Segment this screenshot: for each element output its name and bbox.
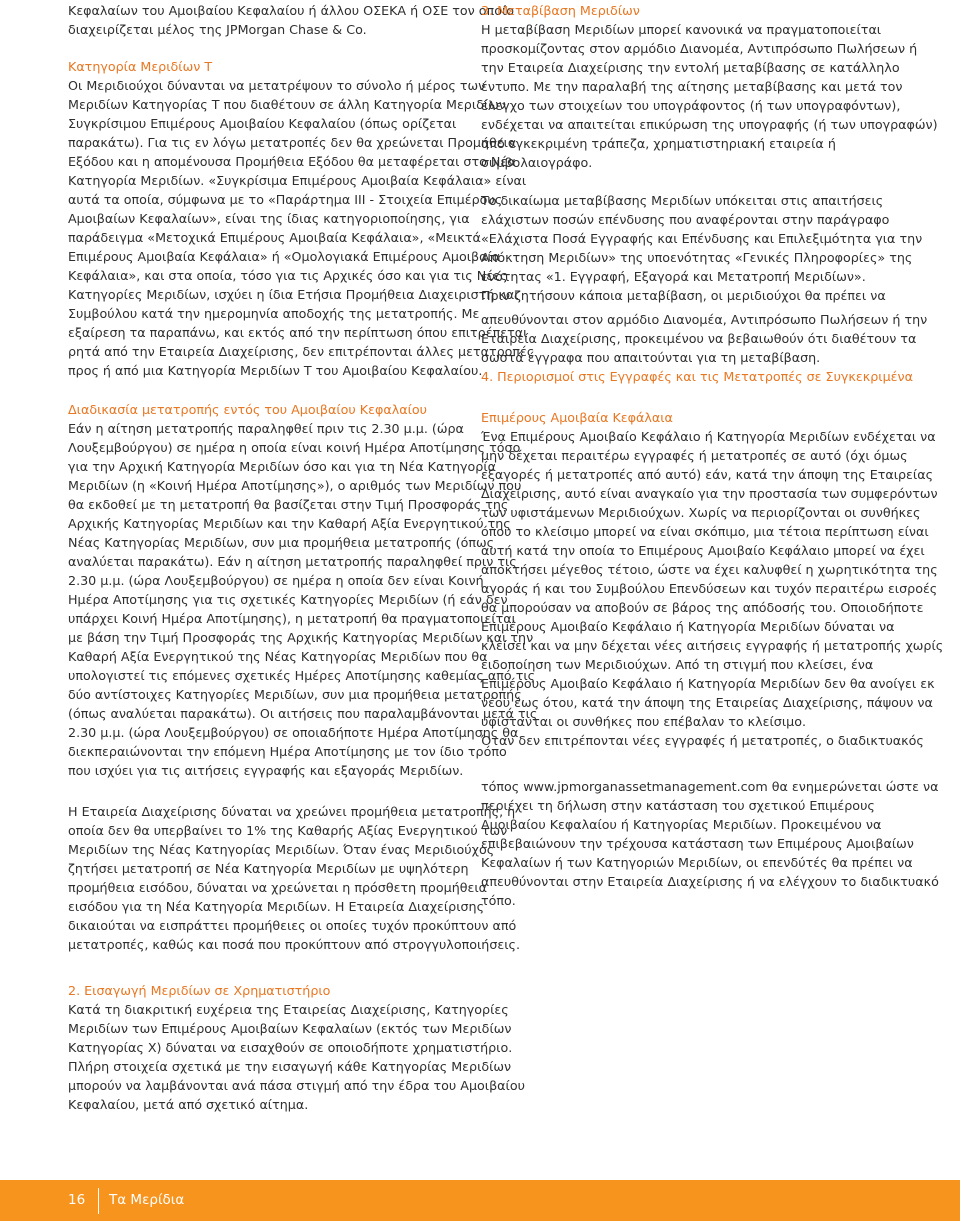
text-line: εισόδου για τη Νέα Κατηγορία Μεριδίων. Η Εταιρεία Διαχείρισης [68, 899, 485, 914]
section-title: Τα Μερίδια [109, 1192, 185, 1208]
text-line: Ένα Επιμέρους Αμοιβαίο Κεφάλαιο ή Κατηγορία Μεριδίων ενδέχεται να [481, 429, 936, 444]
text-line: μπορούν να λαμβάνονται ανά πάσα στιγμή από την έδρα του Αμοιβαίου [68, 1078, 525, 1093]
text-line: Η μεταβίβαση Μεριδίων μπορεί κανονικά να πραγματοποιείται [481, 22, 882, 37]
section-heading: 2. Εισαγωγή Μεριδίων σε Χρηματιστήριο [68, 983, 331, 998]
text-line: δικαιούται να εισπράττει προμήθειες οι οποίες τυχόν προκύπτουν από [68, 918, 517, 933]
text-line: σωστά έγγραφα που απαιτούνται για τη μεταβίβαση. [481, 350, 821, 365]
text-line: Εάν η αίτηση μετατροπής παραληφθεί πριν τις 2.30 μ.μ. (ώρα [68, 421, 464, 436]
text-line: αυτή κατά την οποία το Επιμέρους Αμοιβαίο Κεφάλαιο μπορεί να έχει [481, 543, 925, 558]
text-line: Νέας Κατηγορίας Μεριδίων, συν μια προμήθεια μετατροπής (όπως [68, 535, 495, 550]
text-line: οποία δεν θα υπερβαίνει το 1% της Καθαρής Αξίας Ενεργητικού των [68, 823, 508, 838]
text-line: που ισχύει για τις αιτήσεις εγγραφής και εξαγοράς Μεριδίων. [68, 763, 464, 778]
text-line: Πλήρη στοιχεία σχετικά με την εισαγωγή κάθε Κατηγορίας Μεριδίων [68, 1059, 512, 1074]
footer-divider [98, 1188, 99, 1214]
text-line: παράδειγμα «Μετοχικά Επιμέρους Αμοιβαία Κεφάλαια», «Μεικτά [68, 230, 481, 245]
text-line: ζητήσει μετατροπή σε Νέα Κατηγορία Μεριδίων με υψηλότερη [68, 861, 469, 876]
text-line: έντυπο. Με την παραλαβή της αίτησης μεταβίβασης και μετά τον [481, 79, 903, 94]
text-line: Πριν ζητήσουν κάποια μεταβίβαση, οι μεριδιούχοι θα πρέπει να [481, 288, 886, 303]
text-line: συμβολαιογράφο. [481, 155, 593, 170]
text-line: Εταιρεία Διαχείρισης, προκειμένου να βεβαιωθούν ότι διαθέτουν τα [481, 331, 917, 346]
text-line: των υφιστάμενων Μεριδιούχων. Χωρίς να περιορίζονται οι συνθήκες [481, 505, 921, 520]
section-heading: Κατηγορία Μεριδίων T [68, 59, 213, 74]
text-line: Κεφαλαίου, μετά από σχετικό αίτημα. [68, 1097, 309, 1112]
text-line: Διαχείρισης, αυτό είναι αναγκαίο για την προστασία των συμφερόντων [481, 486, 938, 501]
text-line: Μεριδίων Κατηγορίας T που διαθέτουν σε άλλη Κατηγορία Μεριδίων [68, 97, 506, 112]
text-line: Εξόδου και η απομένουσα Προμήθεια Εξόδου θα μεταφέρεται στο Νέα [68, 154, 516, 169]
text-line: Επιμέρους Αμοιβαία Κεφάλαια» ή «Ομολογιακά Επιμέρους Αμοιβαία [68, 249, 501, 264]
text-line: ειδοποίηση των Μεριδιούχων. Από τη στιγμή που κλείσει, ένα [481, 657, 874, 672]
text-line: τόπο. [481, 893, 516, 908]
text-line: Κατηγορίες Μεριδίων, ισχύει η ίδια Ετήσια Προμήθεια Διαχειριστή και [68, 287, 519, 302]
text-line: Ημέρα Αποτίμησης για τις σχετικές Κατηγορίες Μεριδίων (ή εάν δεν [68, 592, 508, 607]
text-line: Αμοιβαίων Κεφαλαίων», είναι της ίδιας κατηγοριοποίησης, για [68, 211, 470, 226]
text-line: Απόκτηση Μεριδίων» της υποενότητας «Γενικές Πληροφορίες» της [481, 250, 913, 265]
text-line: 2.30 μ.μ. (ώρα Λουξεμβούργου) σε ημέρα η οποία δεν είναι Κοινή [68, 573, 484, 588]
text-line: Η Εταιρεία Διαχείρισης δύναται να χρεώνει προμήθεια μετατροπής, η [68, 804, 516, 819]
text-line: προς ή από μια Κατηγορία Μεριδίων T του Αμοιβαίου Κεφαλαίου. [68, 363, 483, 378]
text-line: δύο αντίστοιχες Κατηγορίες Μεριδίων, συν μια προμήθεια μετατροπής [68, 687, 522, 702]
text-line: Κατά τη διακριτική ευχέρεια της Εταιρείας Διαχείρισης, Κατηγορίες [68, 1002, 509, 1017]
text-line: (όπως αναλύεται παρακάτω). Οι αιτήσεις που παραλαμβάνονται μετά τις [68, 706, 538, 721]
page-footer [0, 1180, 960, 1221]
text-line: ενότητας «1. Εγγραφή, Εξαγορά και Μετατροπή Μεριδίων». [481, 269, 866, 284]
text-line: υφίστανται οι συνθήκες που επέβαλαν το κλείσιμο. [481, 714, 806, 729]
text-line: για την Αρχική Κατηγορία Μεριδίων όσο και για τη Νέα Κατηγορία [68, 459, 496, 474]
text-line: διαχειρίζεται μέλος της JPMorgan Chase & Co. [68, 22, 367, 37]
section-heading: 3. Μεταβίβαση Μεριδίων [481, 3, 640, 18]
text-line: την Εταιρεία Διαχείρισης την εντολή μεταβίβασης σε κατάλληλο [481, 60, 900, 75]
text-line: απευθύνονται στην Εταιρεία Διαχείρισης ή να ελέγχουν το διαδικτυακό [481, 874, 939, 889]
text-line: Οι Μεριδιούχοι δύνανται να μετατρέψουν το σύνολο ή μέρος των [68, 78, 486, 93]
text-line: ρητά από την Εταιρεία Διαχείρισης, δεν επιτρέπονται άλλες μετατροπές [68, 344, 535, 359]
text-line: έλεγχο των στοιχείων του υπογράφοντος (ή των υπογραφόντων), [481, 98, 901, 113]
text-line: μετατροπές, καθώς και ποσά που προκύπτουν από στρογγυλοποιήσεις. [68, 937, 520, 952]
text-line: υπάρχει Κοινή Ημέρα Αποτίμησης), η μετατροπή θα πραγματοποιείται [68, 611, 516, 626]
text-line: υπολογιστεί τις επόμενες σχετικές Ημέρες Αποτίμησης καθεμίας από τις [68, 668, 536, 683]
text-line: Κεφαλαίων του Αμοιβαίου Κεφαλαίου ή άλλου ΟΣΕΚΑ ή ΟΣΕ τον οποίο [68, 3, 515, 18]
text-line: περιέχει τη δήλωση στην κατάσταση του σχετικού Επιμέρους [481, 798, 875, 813]
text-line: Επιμέρους Αμοιβαίο Κεφάλαιο ή Κατηγορία Μεριδίων δεν θα ανοίγει εκ [481, 676, 935, 691]
text-line: εξαγορές ή μετατροπές από αυτό) εάν, κατά την άποψη της Εταιρείας [481, 467, 934, 482]
text-line: θα μπορούσαν να αποβούν σε βάρος της απόδοσής του. Οποιοδήποτε [481, 600, 924, 615]
text-line: παρακάτω). Για τις εν λόγω μετατροπές δεν θα χρεώνεται Προμήθεια [68, 135, 517, 150]
text-line: αναλύεται παρακάτω). Εάν η αίτηση μετατροπής παραληφθεί πριν τις [68, 554, 517, 569]
text-line: όπου το κλείσιμο μπορεί να είναι σκόπιμο, μια τέτοια περίπτωση είναι [481, 524, 929, 539]
text-line: «Ελάχιστα Ποσά Εγγραφής και Επένδυσης και Επιλεξιμότητα για την [481, 231, 923, 246]
text-line: απευθύνονται στον αρμόδιο Διανομέα, Αντιπρόσωπο Πωλήσεων ή την [481, 312, 928, 327]
section-heading: Επιμέρους Αμοιβαία Κεφάλαια [481, 410, 673, 425]
text-line: Επιμέρους Αμοιβαίο Κεφάλαιο ή Κατηγορία Μεριδίων δύναται να [481, 619, 895, 634]
text-line: Μεριδίων (η «Κοινή Ημέρα Αποτίμησης»), ο αριθμός των Μεριδίων που [68, 478, 522, 493]
text-line: αυτά τα οποία, σύμφωνα με το «Παράρτημα ΙΙΙ - Στοιχεία Επιμέρους [68, 192, 503, 207]
text-line: διεκπεραιώνονται την επόμενη Ημέρα Αποτίμησης με τον ίδιο τρόπο [68, 744, 507, 759]
text-line: τόπος www.jpmorganassetmanagement.com θα ενημερώνεται ώστε να [481, 779, 939, 794]
section-heading: 4. Περιορισμοί στις Εγγραφές και τις Μετατροπές σε Συγκεκριμένα [481, 369, 913, 384]
text-line: Κατηγορία Μεριδίων. «Συγκρίσιμα Επιμέρους Αμοιβαία Κεφάλαια» είναι [68, 173, 527, 188]
text-line: προσκομίζοντας στον αρμόδιο Διανομέα, Αντιπρόσωπο Πωλήσεων ή [481, 41, 918, 56]
text-line: Κεφάλαια», και στα οποία, τόσο για τις Αρχικές όσο και για τις Νέες [68, 268, 508, 283]
text-line: κλείσει και να μην δέχεται νέες αιτήσεις εγγραφής ή μετατροπής χωρίς [481, 638, 944, 653]
text-line: από εγκεκριμένη τράπεζα, χρηματιστηριακή εταιρεία ή [481, 136, 836, 151]
text-line: ελάχιστων ποσών επένδυσης που αναφέρονται στην παράγραφο [481, 212, 890, 227]
text-line: προμήθεια εισόδου, δύναται να χρεώνεται η πρόσθετη προμήθεια [68, 880, 488, 895]
text-line: Συγκρίσιμου Επιμέρους Αμοιβαίου Κεφαλαίου (όπως ορίζεται [68, 116, 457, 131]
text-line: Καθαρή Αξία Ενεργητικού της Νέας Κατηγορίας Μεριδίων που θα [68, 649, 488, 664]
text-line: με βάση την Τιμή Προσφοράς της Αρχικής Κατηγορίας Μεριδίων και την [68, 630, 534, 645]
text-line: Μεριδίων των Επιμέρους Αμοιβαίων Κεφαλαίων (εκτός των Μεριδίων [68, 1021, 512, 1036]
text-line: επιβεβαιώνουν την τρέχουσα κατάσταση των Επιμέρους Αμοιβαίων [481, 836, 914, 851]
text-line: Όταν δεν επιτρέπονται νέες εγγραφές ή μετατροπές, ο διαδικτυακός [481, 733, 924, 748]
text-line: Μεριδίων της Νέας Κατηγορίας Μεριδίων. Όταν ένας Μεριδιούχος [68, 842, 495, 857]
text-line: αγοράς ή και του Συμβούλου Επενδύσεων και τυχόν περαιτέρω εισροές [481, 581, 938, 596]
text-line: ενδέχεται να απαιτείται επικύρωση της υπογραφής (ή των υπογραφών) [481, 117, 938, 132]
page-number: 16 [68, 1192, 86, 1208]
text-line: Λουξεμβούργου) σε ημέρα η οποία είναι κοινή Ημέρα Αποτίμησης τόσο [68, 440, 521, 455]
text-line: θα εκδοθεί με τη μετατροπή θα βασίζεται στην Τιμή Προσφοράς της [68, 497, 509, 512]
text-line: Κεφαλαίων ή των Κατηγοριών Μεριδίων, οι επενδύτές θα πρέπει να [481, 855, 913, 870]
text-line: Το δικαίωμα μεταβίβασης Μεριδίων υπόκειται στις απαιτήσεις [481, 193, 884, 208]
text-line: εξαίρεση τα παραπάνω, και εκτός από την περίπτωση όπου επιτρέπεται [68, 325, 528, 340]
text-line: αποκτήσει μέγεθος τέτοιο, ώστε να έχει καλυφθεί η χωρητικότητα της [481, 562, 938, 577]
text-line: Αμοιβαίου Κεφαλαίου ή Κατηγορίας Μεριδίων. Προκειμένου να [481, 817, 882, 832]
text-line: νέου έως ότου, κατά την άποψη της Εταιρείας Διαχείρισης, πάψουν να [481, 695, 933, 710]
text-line: 2.30 μ.μ. (ώρα Λουξεμβούργου) σε οποιαδήποτε Ημέρα Αποτίμησης θα [68, 725, 519, 740]
text-line: Συμβούλου κατά την ημερομηνία αποδοχής της μετατροπής. Με [68, 306, 480, 321]
text-line: μην δέχεται περαιτέρω εγγραφές ή μετατροπές σε αυτό (όχι όμως [481, 448, 908, 463]
section-heading: Διαδικασία μετατροπής εντός του Αμοιβαίου Κεφαλαίου [68, 402, 427, 417]
text-line: Κατηγορίας X) δύναται να εισαχθούν σε οποιοδήποτε χρηματιστήριο. [68, 1040, 513, 1055]
text-line: Αρχικής Κατηγορίας Μεριδίων και την Καθαρή Αξία Ενεργητικού της [68, 516, 511, 531]
